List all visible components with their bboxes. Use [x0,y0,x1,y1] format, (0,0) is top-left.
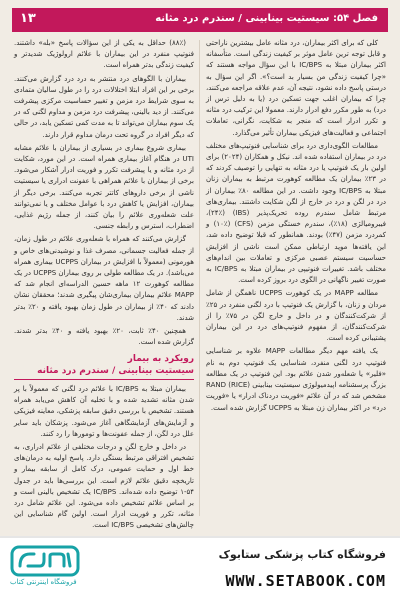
chapter-title: فصل ۵۴: سیستیت بینابینی / سندرم درد مثانه [155,13,378,24]
store-url[interactable]: WWW.SETABOOK.COM [225,572,386,590]
section-title: رویکرد به بیمار [127,354,194,365]
section-heading [14,354,194,379]
paragraph: بیماران با الگوهای درد منتشر به درد درد گزارش می‌کنند. برخی بر این افراد ابتلا اختلالات درد را در طول سالیان متمادی به سوی شرایط درد مزمن و تغییر حساسیت مرکزی پیشرفت می‌کنند. از دید بالینی، پیشرفت درد مزمن و مداوم لگنی که در یک سوم بیماران می‌تواند تا به مدت کمی تسکین یابد، در حالی که دیگر افراد در گروه تحت درمان مداوم قرار دارند. [14,74,194,139]
column-divider [199,40,200,516]
right-column [206,38,386,416]
section-subtitle: سیستیت بینابینی / سندرم درد مثانه [14,366,194,380]
page-number: ۱۳ [20,11,36,26]
paragraph: یک یافته مهم دیگر مطالعات MAPP علاوه بر شناسایی فنوتیپ درد لگنی منفرد، شناسایی یک فنوتیپ دوم به نام «فلیر» یا شعله‌ور شدن علائم بود. این فنوتیپ در یک مطالعه بزرگ پرسشنامه اپیدمیولوژی سیستیت بینابینی RAND (RICE) مشخص شد که در آن علائم «فوریت دردناک ادرار» یا «فوریت درد» در اکثر بیماران زن مبتلا به UCPPS گزارش شده است. [206,347,387,412]
paragraph: بیماری شروع بیماری در بسیاری از بیماران با علائم مشابه UTI در هنگام آغاز بیماری همراه است. در این مورد، شکایت از درد مثانه و یا پیشرفت تکرر و فوریت ادرار آشکار می‌شود. برخی از بیماران با علائم همراهی با عفونت ادراری یا سیستیت ناشی از برخی داروهای کاتتر تجربه می‌کنند. برخی دیگر از بیماران، افزایش یا کاهش درد با عوامل مختلف و یا نمی‌توانند علت شعله‌وری علائم را بیان کنند، از جمله رژیم غذایی، اضطراب، استرس و رابطه جنسی. [14,143,194,231]
paragraph: همچنین ۴۰٪ ثابت، ۲۰٪ بهبود یافته و ۴۰٪ بدتر شدند. گزارش شده است. [14,327,194,347]
setabook-logo-icon [10,544,80,578]
paragraph: بیماران مبتلا به IC/BPS با علائم درد لگنی که معمولاً با پر شدن مثانه تشدید شده و با تخلیه آن کاهش می‌یابد همراه هستند. تشخیص با بررسی دقیق سابقه پزشکی، معاینه فیزیکی و آزمایش‌های آزمایشگاهی آغاز می‌شود. پزشکان باید سایر علل درد لگن، از جمله عفونت‌ها و تومورها را رد کنند. [14,384,194,438]
paragraph: (۸۸٪) حداقل به یکی از این سؤالات پاسخ «بله» داشتند. فنوتیپ منفرد در این بیماران با علائم ارولوژیک شدیدتر و کیفیت زندگی بدتر همراه است. [14,39,194,70]
store-banner [0,536,400,600]
paragraph: در داخل و خارج لگن و درجات مختلفی از علائم ادراری، به تشخیص افتراقی مرتبط بستگی دارد. پاسخ اولیه به درمان‌های خط اول و حمایت عمومی، درک کامل از سابقه بیمار و تاریخچه دقیق علائم لازم است. این بررسی‌ها باید در جدول ۵۴-۱ توضیح داده شده‌اند. IC/BPS یک تشخیص بالینی است و بر اساس علائم تشخیص داده می‌شود. این علائم شامل درد مثانه، تکرر و فوریت ادرار است. اولین گام شناسایی این چالش‌های تشخیصی IC/BPS است. [14,442,195,530]
left-column [14,38,194,534]
store-name: فروشگاه کتاب پزشکی ستابوک [218,548,386,561]
paragraph: گزارش می‌کنند که همراه با شعله‌وری علائم در طول زمان، از جمله فعالیت جسمانی، مصرف غذا و نوشیدنی‌های خاص و هورمونی (معمولاً با افزایش در بیماران UCPPS بیماری همراه می‌باشد). در یک مطالعه طولی بر روی بیماران UCPPS در یک مطالعه کوهورت ۱۲ ماهه حسین الدراسه‌ای انجام شد که MAPP علائم بیماران بیماری‌شان پیگیری شدند؛ محققان نشان دادند که ۴۰٪ از بیماران در طول زمان بهبود یافته و ۲۰٪ بدتر شدند. [14,235,195,322]
chapter-header [12,8,388,32]
logo-tagline: فروشگاه اینترنتی کتاب [10,578,77,586]
paragraph: مطالعه MAPP در یک کوهورت UCPPS ناهمگن از شامل مردان و زنان، با گزارش یک فنوتیپ با درد لگنی منفرد در ۲۵٪ از شرکت‌کنندگان و در داخل و خارج لگن در ۷۵٪ را از شرکت‌کنندگان، از مفهوم فنوتیپ‌های درد در این بیماران پشتیبانی کرده است. [206,289,386,343]
banner-divider [0,536,400,538]
paragraph: مطالعات الگوی‌داری درد برای شناسایی فنوتیپ‌های مختلف درد در بیماران استفاده شده اند. نیکل و همکاران (۲۰۲۴) برای اولین بار یک فنوتیپ یا درد مثانه به تنهایی را توصیف کردند که در ۲۳٪ بیماران یک مطالعه کوهورت مرتبط به بیماران زنان مبتلا به IC/BPS وجود داشت. در این مطالعه ۸۰٪ بیماران از درد در لگن و درد در خارج از لگن شکایت داشتند. بیماری‌های مرتبط شامل سندرم روده تحریک‌پذیر (IBS) (۲۴٪)، فیبرومیالژی (۱۸٪)، سندرم خستگی مزمن (CFS) (۱۰٪) و کمردرد مزمن (۴۷٪) بودند. همانطور که قبلا توضیح داده شد، این یافته‌ها موید ارتباطی ممکن است ناشی از افزایش حساسیت سیستم عصبی مرکزی و تعاملات بین اندام‌های مختلف باشد. تغییرات فنوتیپی در بیماران مبتلا به IC/BPS به صورت تغییر ناگهانی در الگوی درد بروز کرده است. [206,141,387,285]
setabook-logo[interactable] [10,544,128,592]
paragraph: کلی که برای اکثر بیماران، درد مثانه عامل بیشترین ناراحتی و قابل توجه ترین عامل موثر بر کیفیت زندگی است. متأسفانه اکثر بیماران مبتلا به IC/BPS با این سؤال مواجه هستند که «چرا کیفیت زندگی من بسیار بد است؟». اگر این سؤال به درستی پاسخ داده نشود، نتیجه آن، عدم علاقه مراجعه می‌کنند، چرا که بیماران اغلب جهت تسکین درد (یا به دلیل ترس از درد) به طور مکرر دفع ادرار دارند. معمولا این ترکیب درد مثانه و تکرر ادرار است که منجر به شکایت، نگرانی، تعاملات اجتماعی و فعالیت‌های فیزیکی بیماران تأثیر می‌گذارد. [206,39,386,137]
